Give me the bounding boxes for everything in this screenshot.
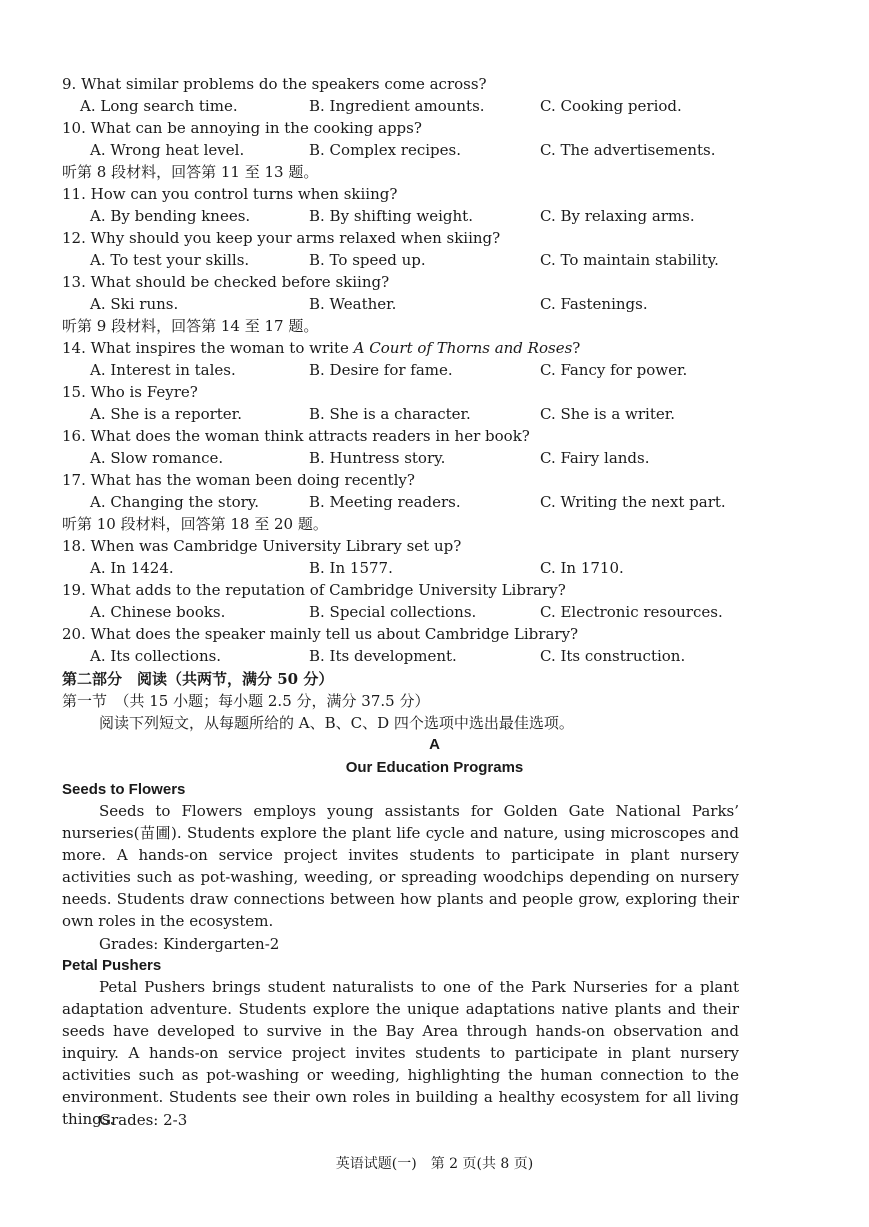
question-17-stem: 17. What has the woman been doing recently? xyxy=(62,471,415,489)
question-16-option-a: A. Slow romance. xyxy=(90,449,224,467)
question-11-stem: 11. How can you control turns when skiing? xyxy=(62,185,398,203)
question-11-option-b: B. By shifting weight. xyxy=(309,207,473,225)
section-one-title: 第一节 （共 15 小题；每小题 2.5 分，满分 37.5 分） xyxy=(62,692,430,710)
program-body-petal-pushers: Petal Pushers brings student naturalists to one of the Park Nurseries for a plant adaptation adventure. Students explore the unique adaptations native plants and their seeds have developed to survive in the Bay Area through hands-on observation and inquiry. A hands-on service project invites students to participate in plant nursery activities such as pot-washing or weeding, highlighting the human connection to the environment. Students see their own roles in building a healthy ecosystem for all living things. xyxy=(62,978,739,1128)
question-12-stem: 12. Why should you keep your arms relaxed when skiing? xyxy=(62,229,501,247)
question-12-option-c: C. To maintain stability. xyxy=(540,251,719,269)
question-19-stem: 19. What adds to the reputation of Cambridge University Library? xyxy=(62,581,566,599)
question-15-option-a: A. She is a reporter. xyxy=(90,405,242,423)
question-16-stem: 16. What does the woman think attracts readers in her book? xyxy=(62,427,530,445)
question-16-option-b: B. Huntress story. xyxy=(309,449,446,467)
question-18-option-b: B. In 1577. xyxy=(309,559,393,577)
question-17-option-b: B. Meeting readers. xyxy=(309,493,461,511)
question-18-option-c: C. In 1710. xyxy=(540,559,624,577)
question-9-stem: 9. What similar problems do the speakers come across? xyxy=(62,75,487,93)
question-20-stem: 20. What does the speaker mainly tell us about Cambridge Library? xyxy=(62,625,579,643)
question-14-stem-text: 14. What inspires the woman to write xyxy=(62,339,354,357)
question-18-stem: 18. When was Cambridge University Library set up? xyxy=(62,537,462,555)
question-10-option-c: C. The advertisements. xyxy=(540,141,716,159)
instruction-section-10: 听第 10 段材料，回答第 18 至 20 题。 xyxy=(62,515,328,533)
question-19-option-c: C. Electronic resources. xyxy=(540,603,723,621)
question-20-option-c: C. Its construction. xyxy=(540,647,686,665)
question-10-option-a: A. Wrong heat level. xyxy=(90,141,245,159)
passage-letter: A xyxy=(429,736,440,753)
passage-title: Our Education Programs xyxy=(345,759,524,776)
question-19-option-b: B. Special collections. xyxy=(309,603,477,621)
question-18-option-a: A. In 1424. xyxy=(90,559,174,577)
question-13-option-a: A. Ski runs. xyxy=(90,295,179,313)
question-16-option-c: C. Fairy lands. xyxy=(540,449,650,467)
question-14-mark: ? xyxy=(572,339,581,357)
program-grades-seeds-to-flowers: Grades: Kindergarten-2 xyxy=(99,935,280,953)
question-17-option-c: C. Writing the next part. xyxy=(540,493,726,511)
question-15-stem: 15. Who is Feyre? xyxy=(62,383,198,401)
program-body-seeds-to-flowers: Seeds to Flowers employs young assistants for Golden Gate National Parks’ nurseries(苗圃). Students explore the plant life cycle and nature, using microscopes and more. A hands-on service project invites students to participate in plant nursery activities such as pot-washing, weeding, or spreading woodchips depending on nursery needs. Students draw connections between how plants and people grow, exploring their own roles in the ecosystem. xyxy=(62,802,739,930)
question-11-option-a: A. By bending knees. xyxy=(90,207,251,225)
question-12-option-b: B. To speed up. xyxy=(309,251,426,269)
question-10-stem: 10. What can be annoying in the cooking apps? xyxy=(62,119,422,137)
question-20-option-a: A. Its collections. xyxy=(90,647,222,665)
question-17-option-a: A. Changing the story. xyxy=(90,493,260,511)
question-13-option-b: B. Weather. xyxy=(309,295,397,313)
program-grades-petal-pushers: Grades: 2-3 xyxy=(99,1111,188,1129)
question-11-option-c: C. By relaxing arms. xyxy=(540,207,695,225)
question-19-option-a: A. Chinese books. xyxy=(90,603,226,621)
question-14-option-b: B. Desire for fame. xyxy=(309,361,453,379)
question-9-option-b: B. Ingredient amounts. xyxy=(309,97,485,115)
question-14-stem xyxy=(62,337,580,359)
instruction-section-8: 听第 8 段材料，回答第 11 至 13 题。 xyxy=(62,163,319,181)
question-20-option-b: B. Its development. xyxy=(309,647,457,665)
page-footer: 英语试题(一) 第 2 页(共 8 页) xyxy=(335,1156,534,1172)
question-10-option-b: B. Complex recipes. xyxy=(309,141,461,159)
question-12-option-a: A. To test your skills. xyxy=(90,251,250,269)
question-15-option-b: B. She is a character. xyxy=(309,405,471,423)
question-14-option-a: A. Interest in tales. xyxy=(90,361,236,379)
question-15-option-c: C. She is a writer. xyxy=(540,405,676,423)
program-heading-seeds-to-flowers: Seeds to Flowers xyxy=(62,781,186,798)
question-13-stem: 13. What should be checked before skiing? xyxy=(62,273,390,291)
question-13-option-c: C. Fastenings. xyxy=(540,295,648,313)
question-9-option-a: A. Long search time. xyxy=(80,97,238,115)
instruction-section-9: 听第 9 段材料，回答第 14 至 17 题。 xyxy=(62,317,319,335)
program-heading-petal-pushers: Petal Pushers xyxy=(62,957,162,974)
book-title: A Court of Thorns and Roses xyxy=(353,339,573,357)
part-two-title: 第二部分 阅读（共两节，满分 50 分） xyxy=(62,670,334,688)
question-14-option-c: C. Fancy for power. xyxy=(540,361,688,379)
reading-instruction: 阅读下列短文，从每题所给的 A、B、C、D 四个选项中选出最佳选项。 xyxy=(99,714,574,732)
question-9-option-c: C. Cooking period. xyxy=(540,97,682,115)
